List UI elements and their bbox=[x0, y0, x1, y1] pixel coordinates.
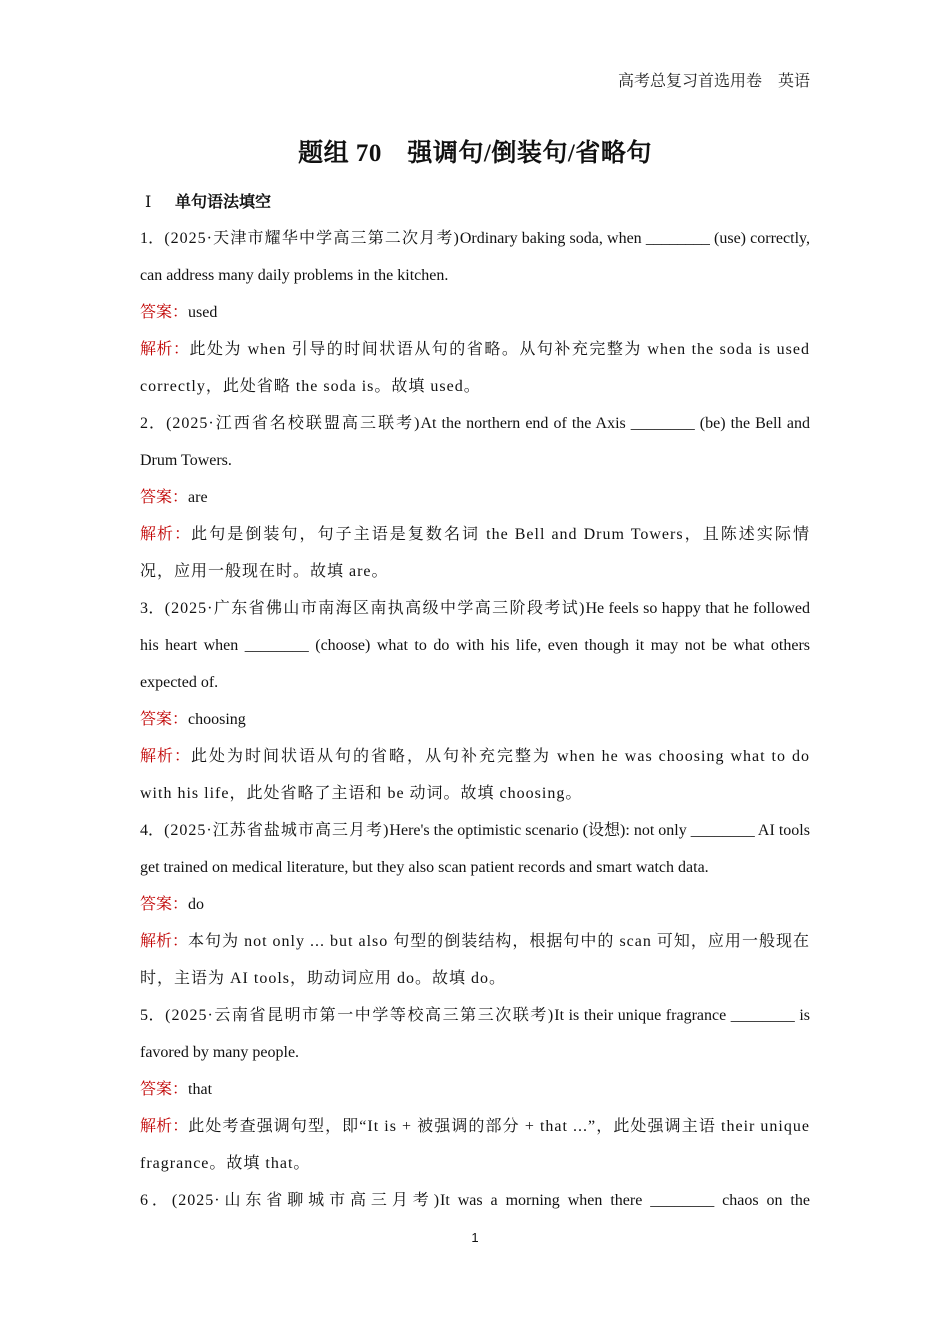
section-title: 单句语法填空 bbox=[175, 194, 272, 211]
analysis-row bbox=[140, 738, 810, 812]
answer-label: 答案： bbox=[140, 896, 189, 913]
question-number: 5． bbox=[140, 1007, 166, 1024]
question-source: (2025·云南省昆明市第一中学等校高三第三次联考) bbox=[165, 1007, 555, 1024]
analysis-text: 此处考查强调句型，即“It is + 被强调的部分 + that ...”，此处强调主语 their unique fragrance。故填 that。 bbox=[140, 1118, 810, 1172]
question-source: (2025·江西省名校联盟高三联考) bbox=[166, 415, 421, 432]
answer-text: are bbox=[188, 489, 208, 506]
analysis-row bbox=[140, 1108, 810, 1182]
answer-row bbox=[140, 701, 810, 738]
question-3 bbox=[140, 590, 810, 701]
answer-text: choosing bbox=[188, 711, 246, 728]
question-4 bbox=[140, 812, 810, 886]
question-source: (2025·广东省佛山市南海区南执高级中学高三阶段考试) bbox=[164, 600, 586, 617]
question-number: 2． bbox=[140, 415, 167, 432]
analysis-label: 解析： bbox=[140, 933, 189, 950]
page-number: 1 bbox=[471, 1230, 479, 1245]
question-source: (2025·江苏省盐城市高三月考) bbox=[164, 822, 390, 839]
answer-text: that bbox=[188, 1081, 213, 1098]
question-text: It was a morning when there ________ chaos on the bbox=[440, 1192, 810, 1209]
analysis-row bbox=[140, 331, 810, 405]
question-number: 1． bbox=[140, 230, 165, 247]
question-source: (2025·天津市耀华中学高三第二次月考) bbox=[164, 230, 460, 247]
section-heading bbox=[145, 186, 810, 220]
answer-row bbox=[140, 1071, 810, 1108]
question-text: At the northern end of the Axis ________ (be) the Bell and Drum Towers. bbox=[140, 415, 810, 469]
document-body bbox=[140, 186, 810, 1219]
analysis-text: 此处为时间状语从句的省略，从句补充完整为 when he was choosing what to do with his life，此处省略了主语和 be 动词。故填 choosing。 bbox=[140, 748, 810, 802]
analysis-row bbox=[140, 923, 810, 997]
analysis-label: 解析： bbox=[140, 748, 192, 765]
question-source: (2025·山东省聊城市高三月考) bbox=[171, 1192, 441, 1209]
answer-text: do bbox=[188, 896, 205, 913]
question-text: It is their unique fragrance ________ is favored by many people. bbox=[140, 1007, 810, 1061]
analysis-label: 解析： bbox=[140, 526, 192, 543]
answer-label: 答案： bbox=[140, 711, 189, 728]
question-number: 3． bbox=[140, 600, 165, 617]
analysis-row bbox=[140, 516, 810, 590]
analysis-label: 解析： bbox=[140, 341, 190, 358]
analysis-text: 本句为 not only ... but also 句型的倒装结构，根据句中的 scan 可知，应用一般现在时，主语为 AI tools，助动词应用 do。故填 do。 bbox=[140, 933, 810, 987]
analysis-text: 此处为 when 引导的时间状语从句的省略。从句补充完整为 when the soda is used correctly，此处省略 the soda is。故填 used。 bbox=[140, 341, 810, 395]
section-number: Ⅰ bbox=[145, 194, 152, 211]
answer-label: 答案： bbox=[140, 1081, 189, 1098]
answer-label: 答案： bbox=[140, 489, 189, 506]
page-title: 题组 70 强调句/倒装句/省略句 bbox=[298, 140, 652, 167]
answer-text: used bbox=[188, 304, 218, 321]
answer-row bbox=[140, 886, 810, 923]
question-text: Ordinary baking soda, when ________ (use) correctly, can address many daily problems in the kitchen. bbox=[140, 230, 810, 284]
question-1 bbox=[140, 220, 810, 294]
analysis-text: 此句是倒装句，句子主语是复数名词 the Bell and Drum Towers，且陈述实际情况，应用一般现在时。故填 are。 bbox=[140, 526, 810, 580]
question-text: He feels so happy that he followed his heart when ________ (choose) what to do with his life, even though it may not be what others expected of. bbox=[140, 600, 810, 691]
answer-row bbox=[140, 294, 810, 331]
question-5 bbox=[140, 997, 810, 1071]
question-2 bbox=[140, 405, 810, 479]
question-text: Here's the optimistic scenario (设想): not only ________ AI tools get trained on medical literature, but they also scan patient records and smart watch data. bbox=[140, 822, 810, 876]
answer-row bbox=[140, 479, 810, 516]
question-number: 6． bbox=[140, 1192, 172, 1209]
question-6 bbox=[140, 1182, 810, 1219]
answer-label: 答案： bbox=[140, 304, 189, 321]
question-number: 4． bbox=[140, 822, 165, 839]
page-header: 高考总复习首选用卷 英语 bbox=[617, 73, 810, 90]
analysis-label: 解析： bbox=[140, 1118, 189, 1135]
